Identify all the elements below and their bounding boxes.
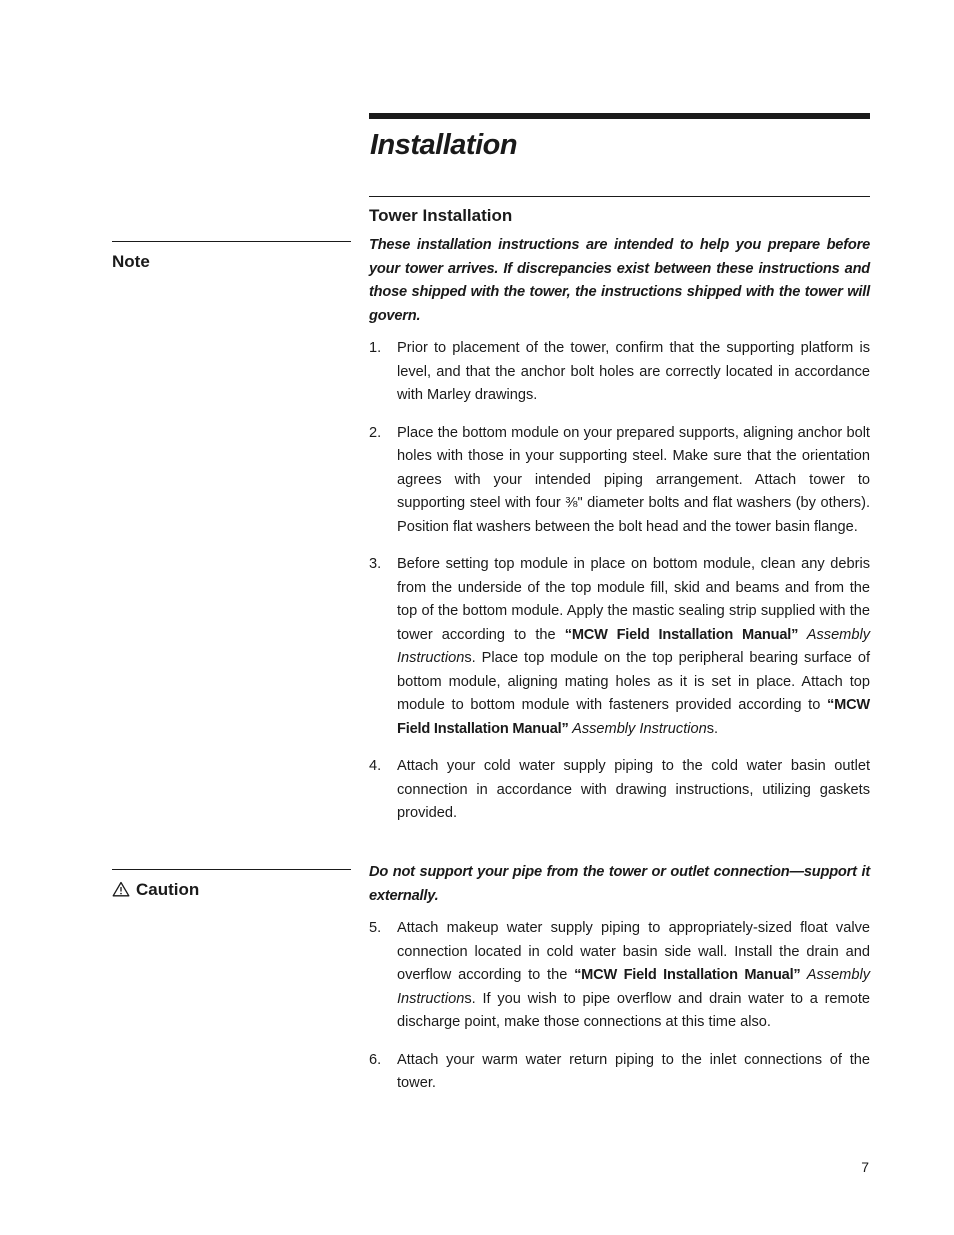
step-3: [369, 553, 870, 741]
step-number: 2.: [369, 424, 382, 441]
warning-triangle-icon: [112, 881, 130, 897]
step-number: 6.: [369, 1051, 382, 1068]
step-text: Before setting top module in place on bottom module, clean any debris from the underside of the top module fill, skid and beams and from the top of the bottom module. Apply the mastic sealing strip supplied with the tower according to the: [397, 556, 870, 643]
step-number: 4.: [369, 758, 382, 774]
step-5: [369, 917, 870, 1035]
step-number: 3.: [369, 556, 382, 572]
step-text: s. If you wish to pipe overflow and drain water to a remote discharge point, make those connections at this time also.: [397, 990, 870, 1030]
step-1: [369, 337, 870, 408]
step-number: 5.: [369, 920, 382, 936]
step-text: Attach your cold water supply piping to the cold water basin outlet connection in accordance with drawing instructions, utilizing gaskets provided.: [397, 758, 870, 821]
step-text: s.: [706, 720, 719, 737]
manual-reference: “MCW Field Installation Manual”: [397, 697, 870, 737]
step-2: [369, 422, 870, 540]
steps-list-b: [369, 917, 870, 1110]
steps-list-a: [369, 337, 870, 840]
title-rule: [369, 113, 870, 119]
note-text: These installation instructions are intended to help you prepare before your tower arrives. If discrepancies exist between these instructions and those shipped with the tower, the instructions shipped with the tower will govern.: [369, 237, 870, 324]
step-text: Attach your warm water return piping to the inlet connections of the tower.: [397, 1051, 870, 1091]
manual-reference: “MCW Field Installation Manual”: [574, 967, 801, 983]
step-text: Place the bottom module on your prepared supports, aligning anchor bolt holes with those in your supporting steel. Make sure that the orientation agrees with your intended piping arrangement. Attach tower to supporting steel with four ⅜" diameter bolts and flat washers (by others). Position flat washers between the bolt head and the tower basin flange.: [397, 424, 870, 535]
step-4: [369, 755, 870, 826]
note-label: Note: [112, 252, 150, 271]
note-rule: [112, 241, 351, 242]
step-6: [369, 1049, 870, 1096]
section-heading: Tower Installation: [369, 206, 513, 225]
caution-label: [112, 880, 199, 900]
assembly-instruction-ref: Assembly Instruction: [397, 626, 870, 666]
step-text: s. Place top module on the top peripheral bearing surface of bottom module, aligning mating holes as it is set in place. Attach top module to bottom module with fasteners provided according to: [397, 650, 870, 713]
page-title: Installation: [370, 129, 518, 161]
assembly-instruction-ref: Assembly Instruction: [397, 967, 870, 1007]
caution-label-text: Caution: [136, 880, 200, 899]
step-text: Prior to placement of the tower, confirm that the supporting platform is level, and that the anchor bolt holes are correctly located in accordance with Marley drawings.: [397, 340, 870, 403]
step-number: 1.: [369, 340, 382, 356]
step-text: Attach makeup water supply piping to appropriately-sized float valve connection located in cold water basin side wall. Install the drain and overflow according to the: [397, 920, 870, 983]
manual-reference: “MCW Field Installation Manual”: [564, 626, 799, 643]
assembly-instruction-ref: Assembly Instruction: [568, 720, 707, 737]
caution-text: Do not support your pipe from the tower or outlet connection—support it externally.: [369, 864, 870, 904]
page-number: 7: [861, 1159, 869, 1175]
section-rule: [369, 196, 870, 197]
caution-rule: [112, 869, 351, 870]
